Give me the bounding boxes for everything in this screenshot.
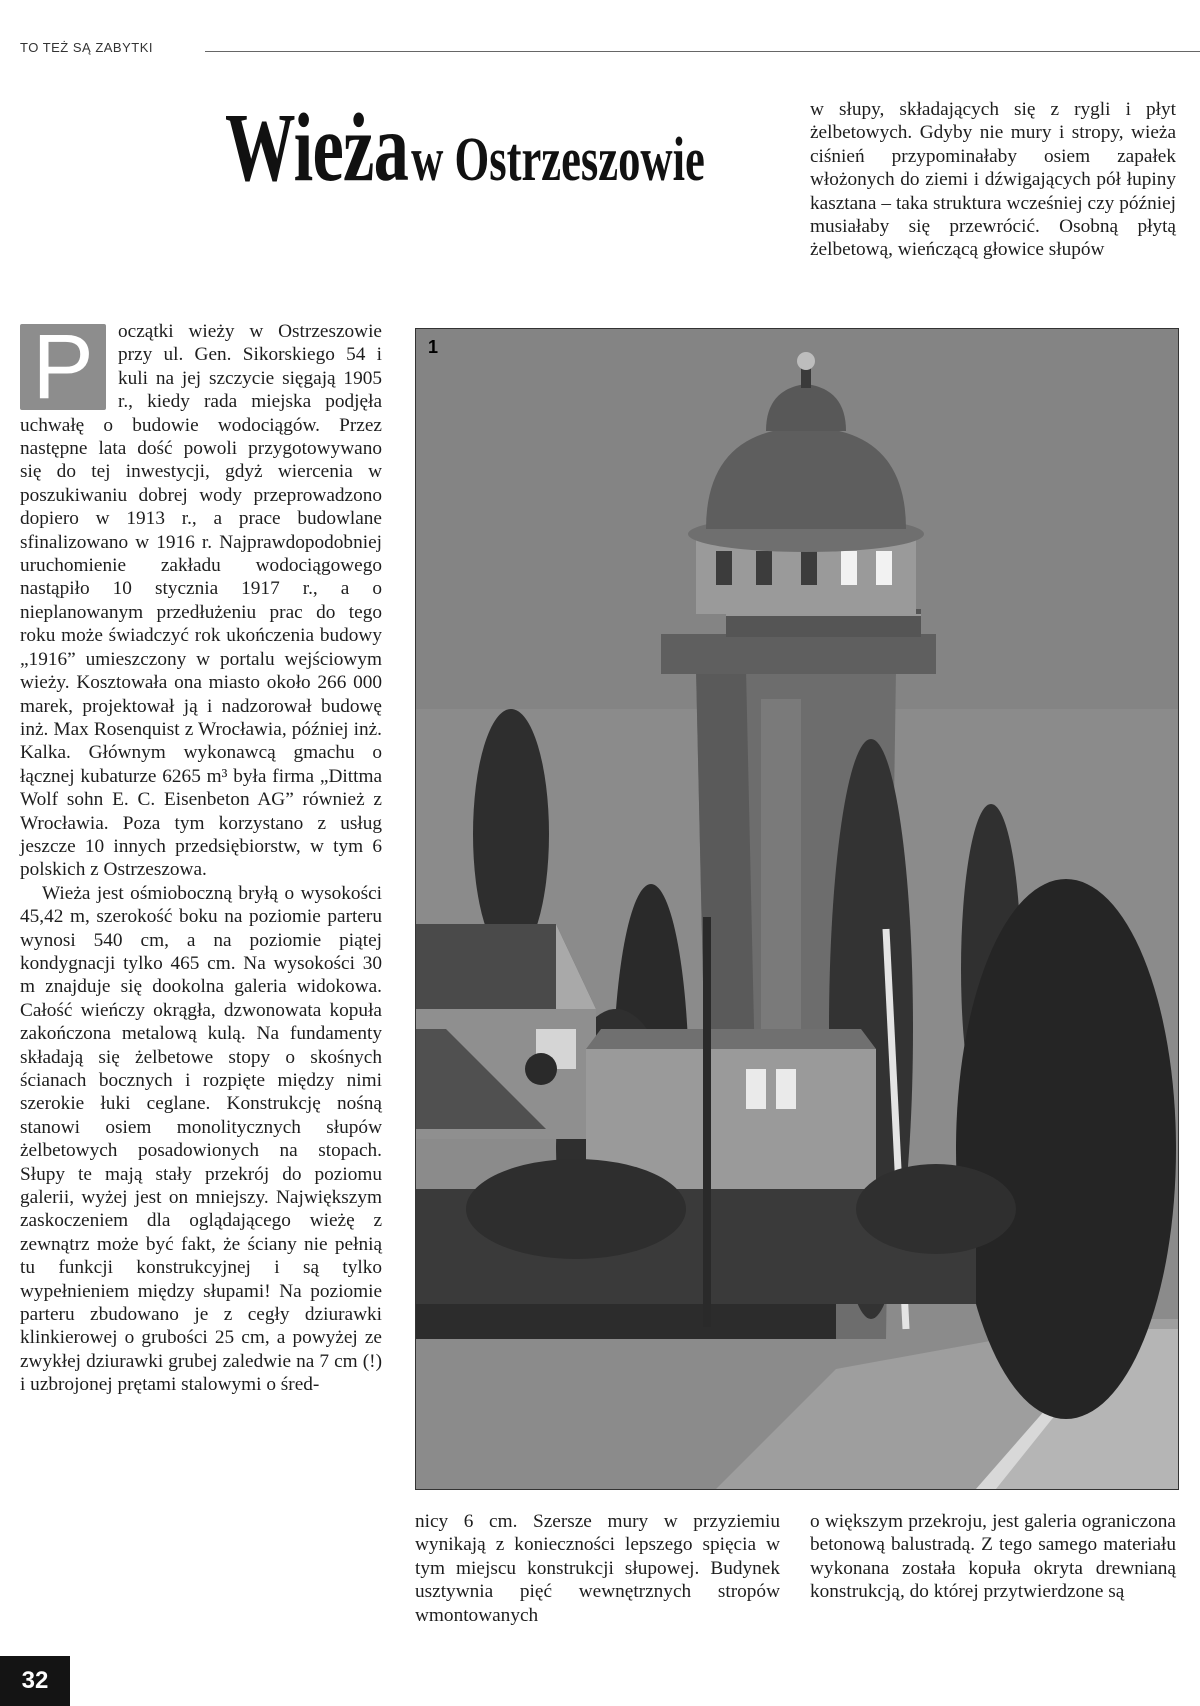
page-number: 32 bbox=[0, 1656, 70, 1706]
left-paragraph-1-text: oczątki wieży w Ostrzeszowie przy ul. Gen. Sikorskiego 54 i kuli na jej szczycie sięgają 1905 r., kiedy rada miejska podjęła uchwałę o budowie wodociągów. Przez następne lata dość powoli przygotowywano się do tej inwestycji, gdyż wiercenia w poszukiwaniu dobrej wody przeprowadzono dopiero w 1913 r., a prace budowlane sfinalizowano w 1916 r. Najprawdopodobniej uruchomienie zakładu wodociągowego nastąpiło 10 stycznia 1917 r., a o nieplanowanym przedłużeniu prac do tego roku może świadczyć rok ukończenia budowy „1916” umieszczony w portalu wejściowym wieży. Kosztowała ona miasto około 266 000 marek, projektował ją i nadzorował budowę inż. Max Rosenquist z Wrocławia, później inż. Kalka. Głównym wykonawcą gmachu o łącznej kubaturze 6265 m³ była firma „Dittma Wolf sohn E. C. Eisenbeton AG” również z Wrocławia. Poza tym korzystano z usług jeszcze 10 innych przedsiębiorstw, w tym 6 polskich z Ostrzeszowa. bbox=[20, 321, 382, 881]
photo-number: 1 bbox=[428, 337, 439, 357]
middle-bottom-paragraph: nicy 6 cm. Szersze mury w przyziemiu wynikają z konieczności lepszego spięcia w tym miejscu konstrukcji słupowej. Budynek usztywnia pięć wewnętrznych stropów wmontowanych bbox=[415, 1511, 780, 1626]
section-label: TO TEŻ SĄ ZABYTKI bbox=[20, 40, 153, 55]
left-paragraph-1 bbox=[20, 316, 382, 882]
article-title bbox=[225, 92, 705, 202]
water-tower-illustration bbox=[416, 329, 1178, 1489]
column-right-bottom bbox=[810, 1510, 1176, 1604]
section-rule bbox=[205, 51, 1200, 52]
top-right-paragraph: w słupy, składających się z rygli i płyt żelbetowych. Gdyby nie mury i stropy, wieża ciśnień przypominałaby osiem zapałek włożonych do ziemi i dźwigających pół łupiny kasztana – taka struktura wcześniej czy później musiałaby się przewrócić. Osobną płytą żelbetową, wieńczącą głowice słupów bbox=[810, 99, 1176, 261]
tower-photo bbox=[415, 328, 1179, 1490]
drop-cap: P bbox=[20, 324, 106, 410]
title-main-word: Wieża bbox=[225, 94, 409, 202]
column-top-right bbox=[810, 98, 1176, 262]
column-left bbox=[20, 316, 382, 1397]
right-bottom-paragraph: o większym przekroju, jest galeria ograniczona betonową balustradą. Z tego samego materiału wykonana została kopuła okryta drewnianą konstrukcją, do której przytwierdzone są bbox=[810, 1511, 1176, 1603]
left-paragraph-2: Wieża jest ośmioboczną bryłą o wysokości 45,42 m, szerokość boku na poziomie parteru wynosi 540 cm, a na poziomie piątej kondygnacji tylko 465 cm. Na wysokości 30 m znajduje się dookolna galeria widokowa. Całość wieńczy okrągła, dzwonowata kopuła zakończona metalową kulą. Na fundamenty składają się żelbetowe stopy o skośnych ścianach bocznych i rozpięte między nimi szerokie łuki ceglane. Konstrukcję nośną stanowi osiem monolitycznych słupów żelbetowych posadowionych na stopach. Słupy te mają stały przekrój do poziomu galerii, wyżej jest on mniejszy. Największym zaskoczeniem dla oglądającego wieżę z zewnątrz może być fakt, że ściany nie pełnią tu funkcji konstrukcyjnej i są tylko wypełnieniem między słupami! Na poziomie parteru zbudowano je z cegły dziurawki klinkierowej o grubości 25 cm, a powyżej ze zwykłej dziurawki grubej zaledwie na 7 cm (!) i uzbrojonej prętami stalowymi o śred- bbox=[20, 882, 382, 1396]
title-place: w Ostrzeszowie bbox=[411, 126, 705, 194]
column-middle-bottom bbox=[415, 1510, 780, 1627]
